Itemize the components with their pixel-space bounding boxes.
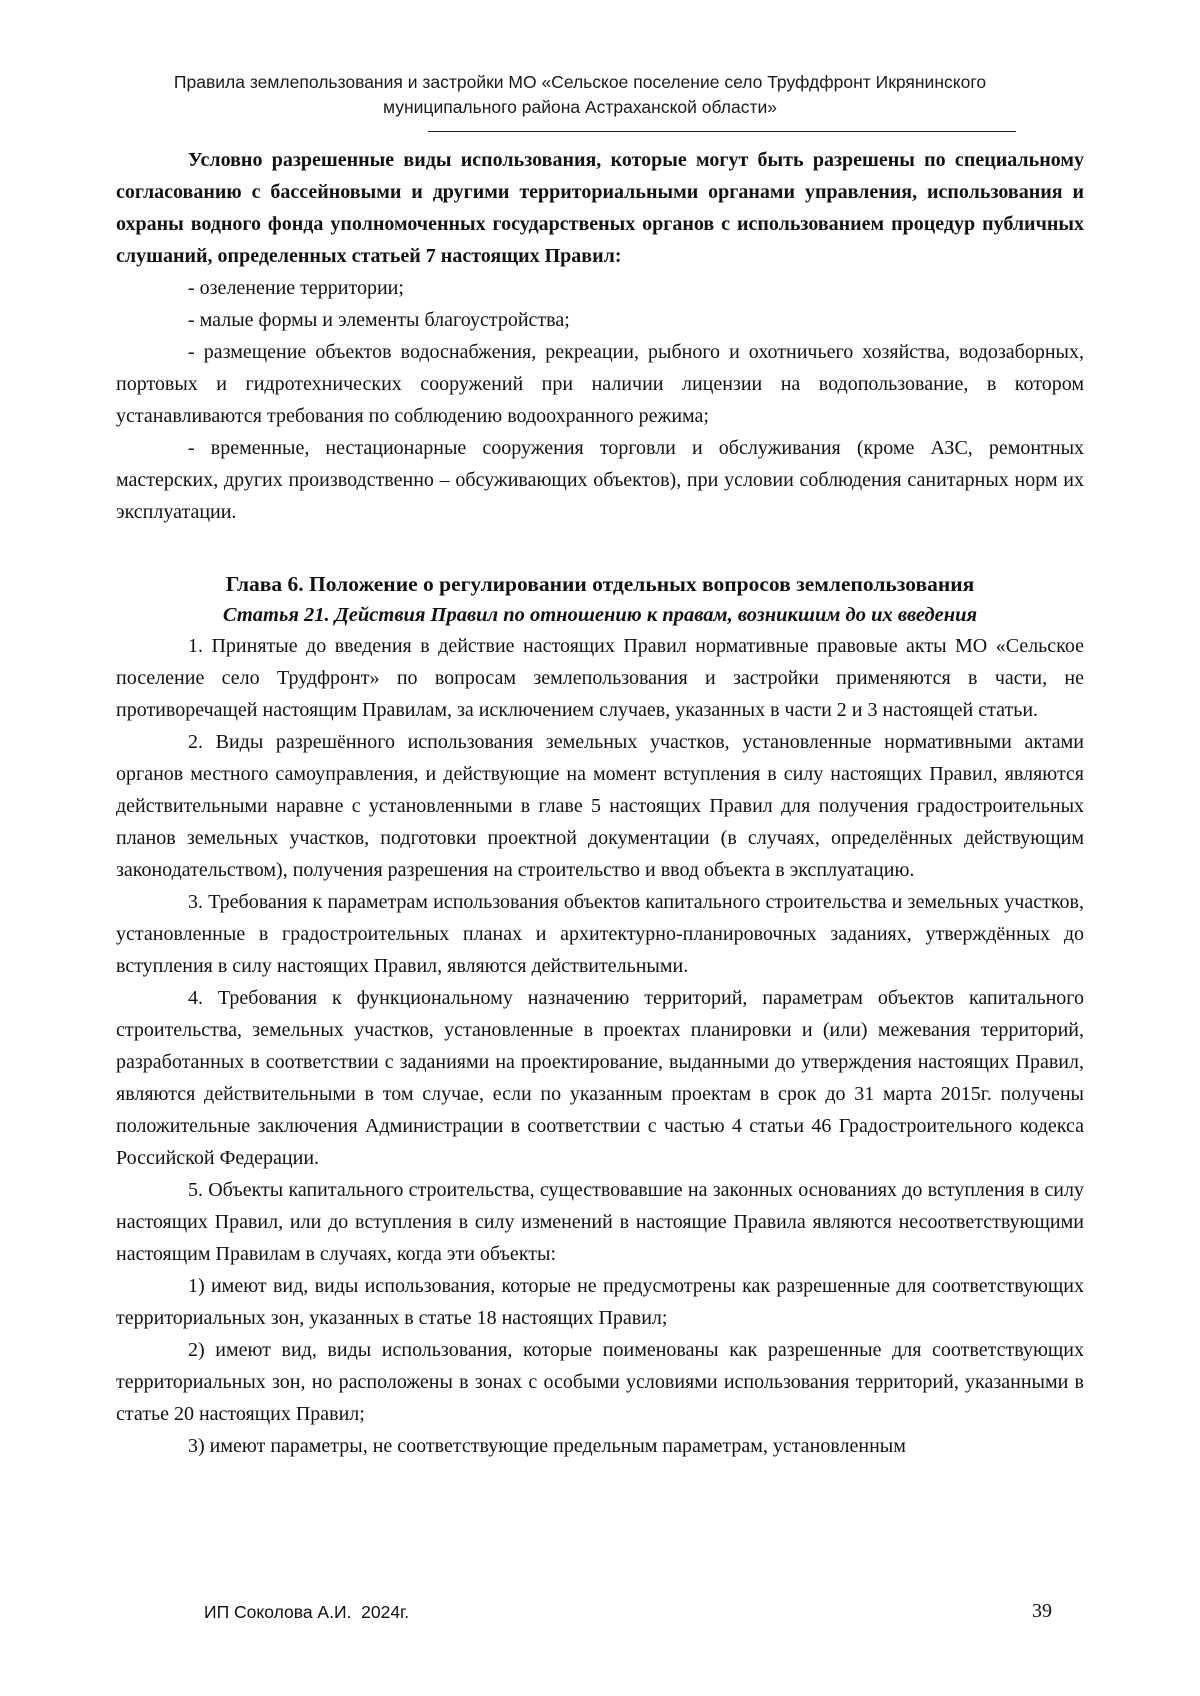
paragraph: 1. Принятые до введения в действие настоящих Правил нормативные правовые акты МО «Сельское поселение село Трудфронт» по вопросам землепользования и застройки применяются в части, не противоречащей настоящим Правилам, за исключением случаев, указанных в части 2 и 3 настоящей статьи. <box>116 635 1084 721</box>
paragraph: 1) имеют вид, виды использования, которые не предусмотрены как разрешенные для соответствующих территориальных зон, указанных в статье 18 настоящих Правил; <box>116 1275 1084 1329</box>
list-item: - малые формы и элементы благоустройства; <box>188 309 570 331</box>
section-spacer <box>116 528 1084 568</box>
header-rule <box>428 131 1016 132</box>
chapter-title: Глава 6. Положение о регулировании отдельных вопросов землепользования <box>225 572 975 596</box>
paragraph: 2) имеют вид, виды использования, которые поименованы как разрешенные для соответствующих территориальных зон, но расположены в зонах с особыми условиями использования территорий, указанными в статье 20 настоящих Правил; <box>116 1339 1084 1425</box>
paragraph: 3. Требования к параметрам использования объектов капитального строительства и земельных участков, установленные в градостроительных планах и архитектурно-планировочных заданиях, утверждённых до вступления в силу настоящих Правил, являются действительными. <box>116 891 1084 977</box>
header-line-2: муниципального района Астраханской области» <box>383 97 777 117</box>
paragraph: 4. Требования к функциональному назначению территорий, параметрам объектов капитального строительства, земельных участков, установленные в проектах планировки и (или) межевания территорий, разработанных в соответствии с заданиями на проектирование, выданными до утверждения настоящих Правил, являются действительными в том случае, если по указанным проектам в срок до 31 марта 2015г. получены положительные заключения Администрации в соответствии с частью 4 статьи 46 Градостроительного кодекса Российской Федерации. <box>116 987 1084 1169</box>
paragraph: 3) имеют параметры, не соответствующие предельным параметрам, установленным <box>188 1435 906 1457</box>
paragraph: 5. Объекты капитального строительства, существовавшие на законных основаниях до вступления в силу настоящих Правил, или до вступления в силу изменений в настоящие Правила являются несоответствующими настоящим Правилам в случаях, когда эти объекты: <box>116 1179 1084 1265</box>
list-item: - временные, нестационарные сооружения торговли и обслуживания (кроме АЗС, ремонтных мастерских, других производственно – обсуживающих объектов), при условии соблюдения санитарных норм их эксплуатации. <box>116 437 1084 523</box>
header-line-1: Правила землепользования и застройки МО «Сельское поселение село Труфдфронт Икрянинского <box>173 72 987 92</box>
page-number: 39 <box>1032 1600 1052 1622</box>
list-item: - озеленение территории; <box>188 277 404 299</box>
footer-author: ИП Соколова А.И. 2024г. <box>204 1602 410 1622</box>
article-title: Статья 21. Действия Правил по отношению к правам, возникшим до их введения <box>222 604 978 626</box>
list-item: - размещение объектов водоснабжения, рекреации, рыбного и охотничьего хозяйства, водозаборных, портовых и гидротехнических сооружений при наличии лицензии на водопользование, в котором устанавливаются требования по соблюдению водоохранного режима; <box>116 341 1084 427</box>
paragraph: 2. Виды разрешённого использования земельных участков, установленные нормативными актами органов местного самоуправления, и действующие на момент вступления в силу настоящих Правил, являются действительными наравне с установленными в главе 5 настоящих Правил для получения градостроительных планов земельных участков, подготовки проектной документации (в случаях, определённых действующим законодательством), получения разрешения на строительство и ввод объекта в эксплуатацию. <box>116 731 1084 881</box>
page-body <box>116 144 1084 1462</box>
running-header <box>150 70 1010 120</box>
conditional-uses-heading: Условно разрешенные виды использования, которые могут быть разрешены по специальному согласованию с бассейновыми и другими территориальными органами управления, использования и охраны водного фонда уполномоченных государственых органов с использованием процедур публичных слушаний, определенных статьей 7 настоящих Правил: <box>116 149 1084 267</box>
